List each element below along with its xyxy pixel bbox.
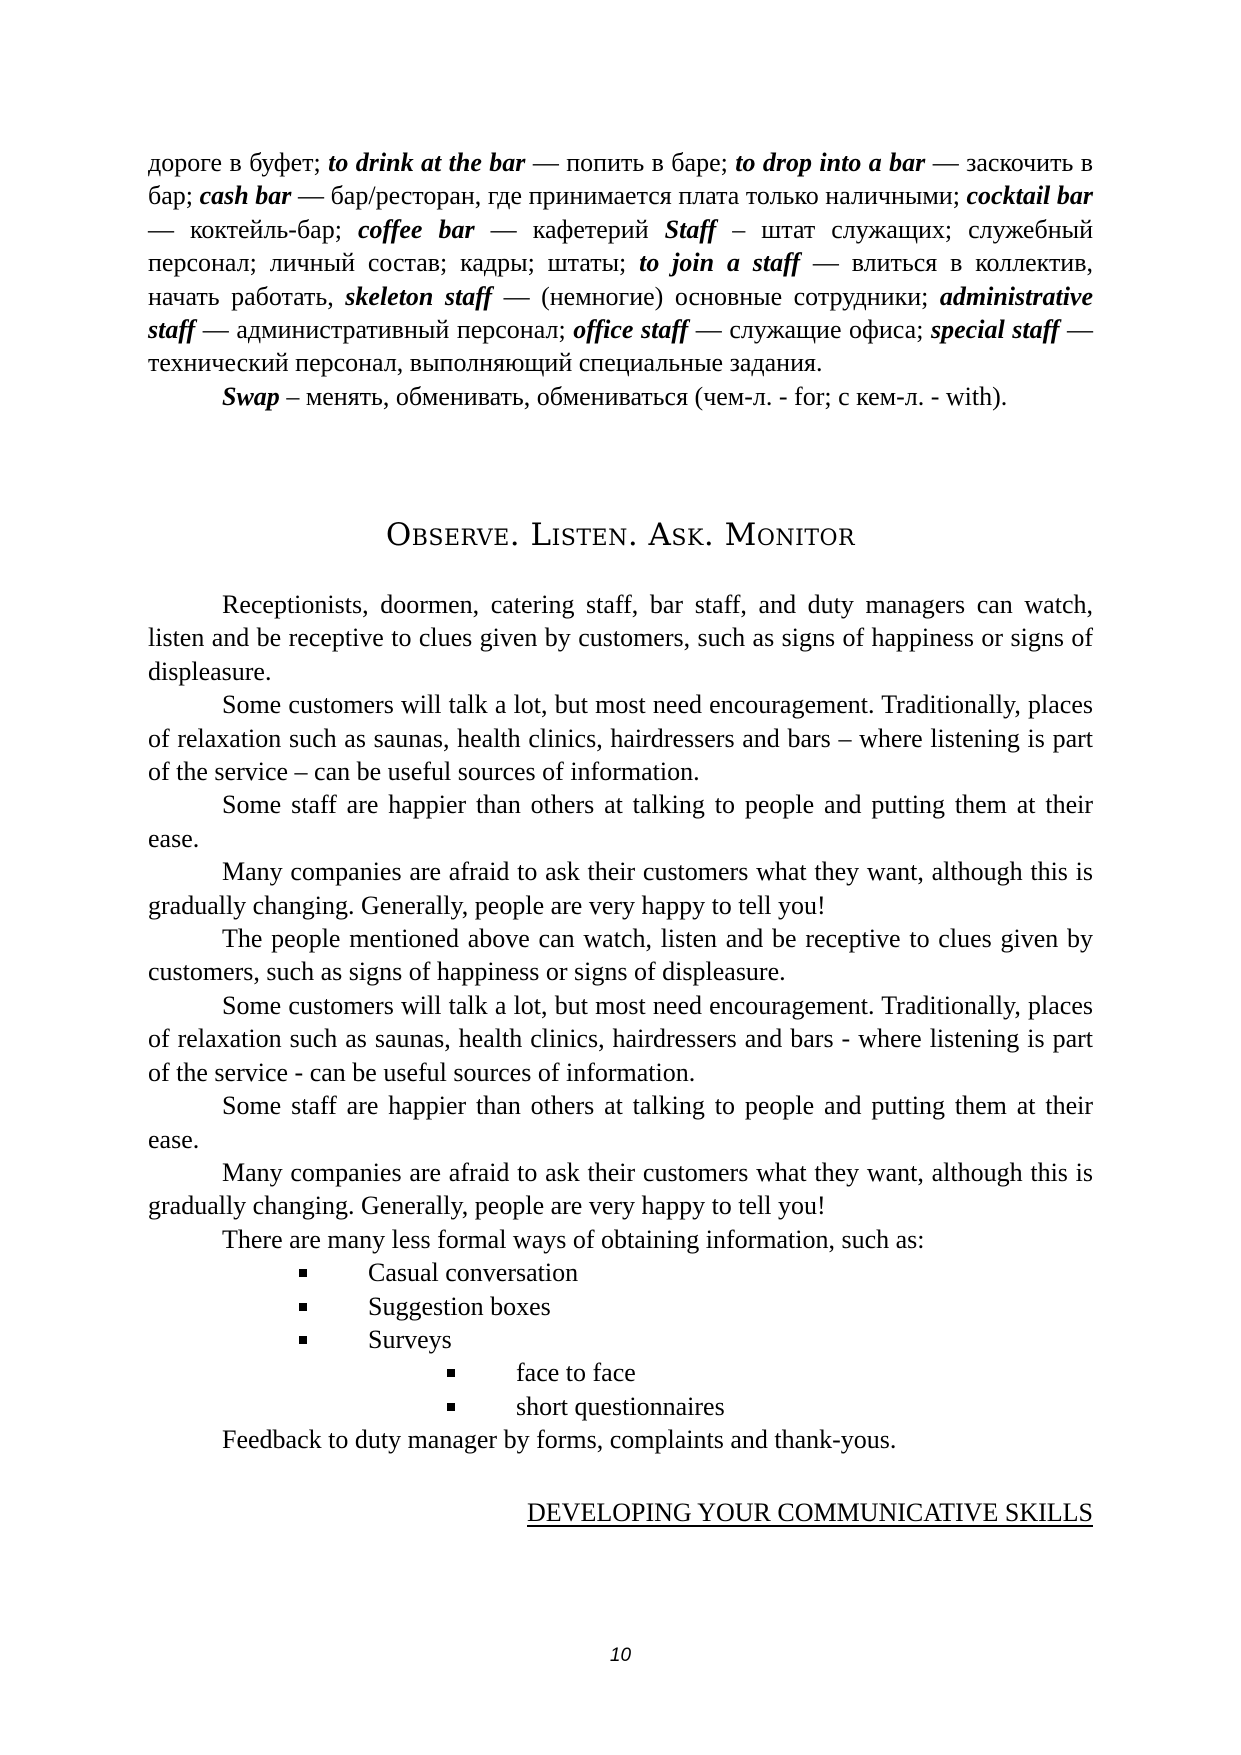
glossary-term: to drop into a bar xyxy=(735,148,926,177)
next-section-title: DEVELOPING YOUR COMMUNICATIVE SKILLS xyxy=(527,1498,1093,1527)
bullet-icon xyxy=(299,1336,307,1344)
glossary-definition: — (немногие) основные сотрудники; xyxy=(492,281,940,311)
body-paragraph: The people mentioned above can watch, listen and be receptive to clues given by customers, such as signs of happiness or signs of displeasure. xyxy=(148,924,1093,987)
glossary-definition: — заскочить в бар; xyxy=(148,148,1093,211)
glossary-term: Swap xyxy=(222,381,280,411)
glossary-definition: — коктейль-бар; xyxy=(148,214,358,244)
body-paragraph: There are many less formal ways of obtaining information, such as: xyxy=(222,1224,925,1254)
body-paragraph: Some staff are happier than others at talking to people and putting them at their ease. xyxy=(148,790,1093,853)
bullet-icon xyxy=(299,1303,307,1311)
glossary-term: special staff xyxy=(931,315,1060,345)
sub-list-item: face to face xyxy=(148,1356,1093,1389)
glossary-definition: – менять, обменивать, обмениваться (чем-л. - for; с кем-л. - with). xyxy=(279,381,1008,411)
glossary-term: skeleton staff xyxy=(345,281,493,311)
glossary-definition: — попить в баре; xyxy=(525,148,736,177)
glossary-definition: — влиться в коллектив, начать работать, xyxy=(148,248,1093,311)
section-heading: Observe. Listen. Ask. Monitor xyxy=(385,517,856,553)
section-body xyxy=(148,588,1093,1456)
bullet-icon xyxy=(299,1269,307,1277)
glossary-term: cocktail bar xyxy=(966,181,1093,211)
bullet-icon xyxy=(447,1369,455,1377)
glossary-definition: — кафетерий xyxy=(474,214,665,244)
body-paragraph: Some customers will talk a lot, but most need encouragement. Traditionally, places of relaxation such as saunas, health clinics, hairdressers and bars - where listening is part of the service - can be useful sources of information. xyxy=(148,990,1093,1087)
bullet-icon xyxy=(447,1403,455,1411)
glossary-definition: — административный персонал; xyxy=(195,315,574,345)
list-item: Suggestion boxes xyxy=(148,1290,1093,1323)
page-number: 10 xyxy=(609,1645,632,1666)
body-paragraph: Receptionists, doormen, catering staff, bar staff, and duty managers can watch, listen and be receptive to clues given by customers, such as signs of happiness or signs of displeasure. xyxy=(148,590,1093,686)
glossary-section xyxy=(148,146,1093,413)
glossary-definition: – штат служащих; служебный персонал; личный состав; кадры; штаты; xyxy=(148,214,1094,278)
glossary-definition: дороге в буфет; xyxy=(148,148,329,177)
glossary-term: cash bar xyxy=(199,181,292,211)
glossary-term: Staff xyxy=(664,214,717,244)
body-paragraph: Some customers will talk a lot, but most need encouragement. Traditionally, places of relaxation such as saunas, health clinics, hairdressers and bars – where listening is part of the service – can be useful sources of information. xyxy=(148,690,1093,787)
glossary-term: coffee bar xyxy=(358,214,475,244)
glossary-definition: — бар/ресторан, где принимается плата только наличными; xyxy=(291,181,967,211)
body-paragraph: Many companies are afraid to ask their customers what they want, although this is gradually changing. Generally, people are very happy to tell you! xyxy=(148,857,1093,920)
list-item: Casual conversation xyxy=(148,1256,1093,1289)
glossary-term: office staff xyxy=(573,315,689,345)
list-item: Surveys xyxy=(148,1323,1093,1356)
info-methods-list xyxy=(148,1256,1093,1423)
glossary-term: to join a staff xyxy=(639,248,800,278)
body-paragraph: Many companies are afraid to ask their customers what they want, although this is gradually changing. Generally, people are very happy to tell you! xyxy=(148,1157,1093,1221)
glossary-definition: — технический персонал, выполняющий специальные задания. xyxy=(148,315,1093,378)
feedback-paragraph: Feedback to duty manager by forms, complaints and thank-yous. xyxy=(222,1425,897,1455)
swap-definition xyxy=(148,380,1093,413)
glossary-paragraph xyxy=(148,146,1093,380)
glossary-term: to drink at the bar xyxy=(328,148,526,177)
glossary-definition: — служащие офиса; xyxy=(688,315,932,345)
glossary-term: administrative staff xyxy=(148,281,1093,345)
sub-list-item: short questionnaires xyxy=(148,1390,1093,1423)
body-paragraph: Some staff are happier than others at talking to people and putting them at their ease. xyxy=(148,1091,1093,1154)
